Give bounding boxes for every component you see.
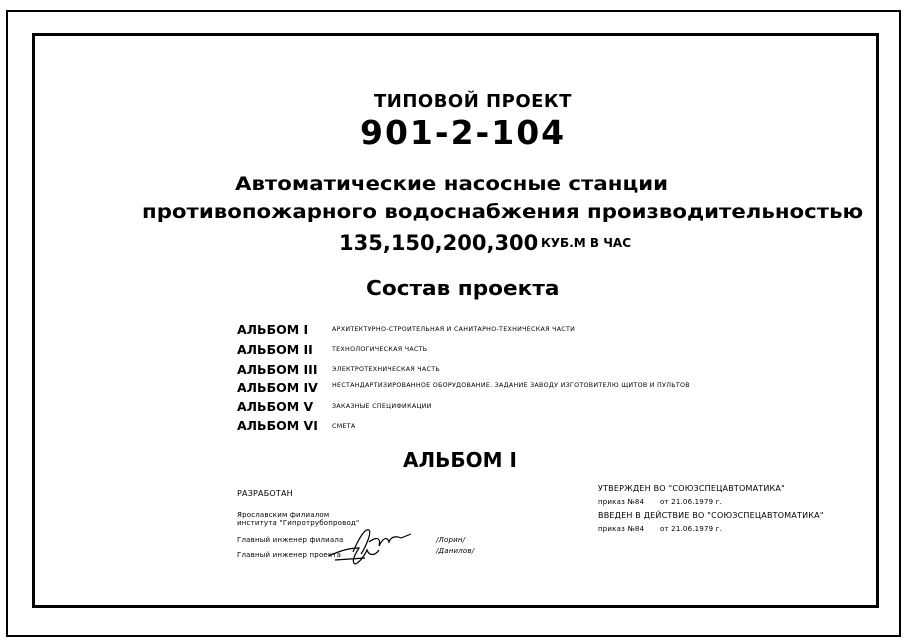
title-line-2: противопожарного водоснабжения производительностью [142,202,864,223]
chief-engineer-project: Главный инженер проекта [237,551,342,559]
composition-heading: Состав проекта [366,276,560,300]
current-album-title: АЛЬБОМ I [403,448,517,472]
album-label: АЛЬБОМ III [237,362,318,377]
album-label: АЛЬБОМ VI [237,418,318,433]
album-description: ТЕХНОЛОГИЧЕСКАЯ ЧАСТЬ [332,346,428,353]
signatory-name-1: /Лорин/ [436,536,466,544]
title-line-1: Автоматические насосные станции [235,173,669,195]
album-description: ЭЛЕКТРОТЕХНИЧЕСКАЯ ЧАСТЬ [332,366,440,373]
capacity-unit: КУБ.М В ЧАС [541,236,631,250]
signature-stroke-1 [353,530,411,554]
album-label: АЛЬБОМ IV [237,380,318,395]
approved-order: приказ №84 [598,498,645,506]
developer-heading: РАЗРАБОТАН [237,489,293,498]
album-description: НЕСТАНДАРТИЗИРОВАННОЕ ОБОРУДОВАНИЕ. ЗАДАНИЕ ЗАВОДУ ИЗГОТОВИТЕЛЮ ЩИТОВ И ПУЛЬТОВ [332,382,690,389]
approved-text: УТВЕРЖДЕН ВО "СОЮЗСПЕЦАВТОМАТИКА" [598,484,785,493]
project-series: ТИПОВОЙ ПРОЕКТ [374,91,572,112]
chief-engineer-branch: Главный инженер филиала [237,536,344,544]
signatures [325,520,415,568]
capacity-values: 135,150,200,300 [339,231,539,255]
signatory-name-2: /Данилов/ [436,547,475,555]
album-description: АРХИТЕКТУРНО-СТРОИТЕЛЬНАЯ И САНИТАРНО-ТЕХНИЧЕСКАЯ ЧАСТИ [332,326,576,333]
enacted-text: ВВЕДЕН В ДЕЙСТВИЕ ВО "СОЮЗСПЕЦАВТОМАТИКА" [598,511,824,520]
album-label: АЛЬБОМ V [237,399,314,414]
developer-org-line2: института "Гипротрубопровод" [237,519,360,527]
album-description: ЗАКАЗНЫЕ СПЕЦИФИКАЦИИ [332,403,432,410]
album-label: АЛЬБОМ II [237,342,313,357]
project-number: 901-2-104 [360,113,567,152]
album-label: АЛЬБОМ I [237,322,309,337]
enacted-date: от 21.06.1979 г. [660,525,722,533]
enacted-order: приказ №84 [598,525,645,533]
approved-date: от 21.06.1979 г. [660,498,722,506]
album-description: СМЕТА [332,423,356,430]
developer-org-line1: Ярославским филиалом [237,511,330,519]
